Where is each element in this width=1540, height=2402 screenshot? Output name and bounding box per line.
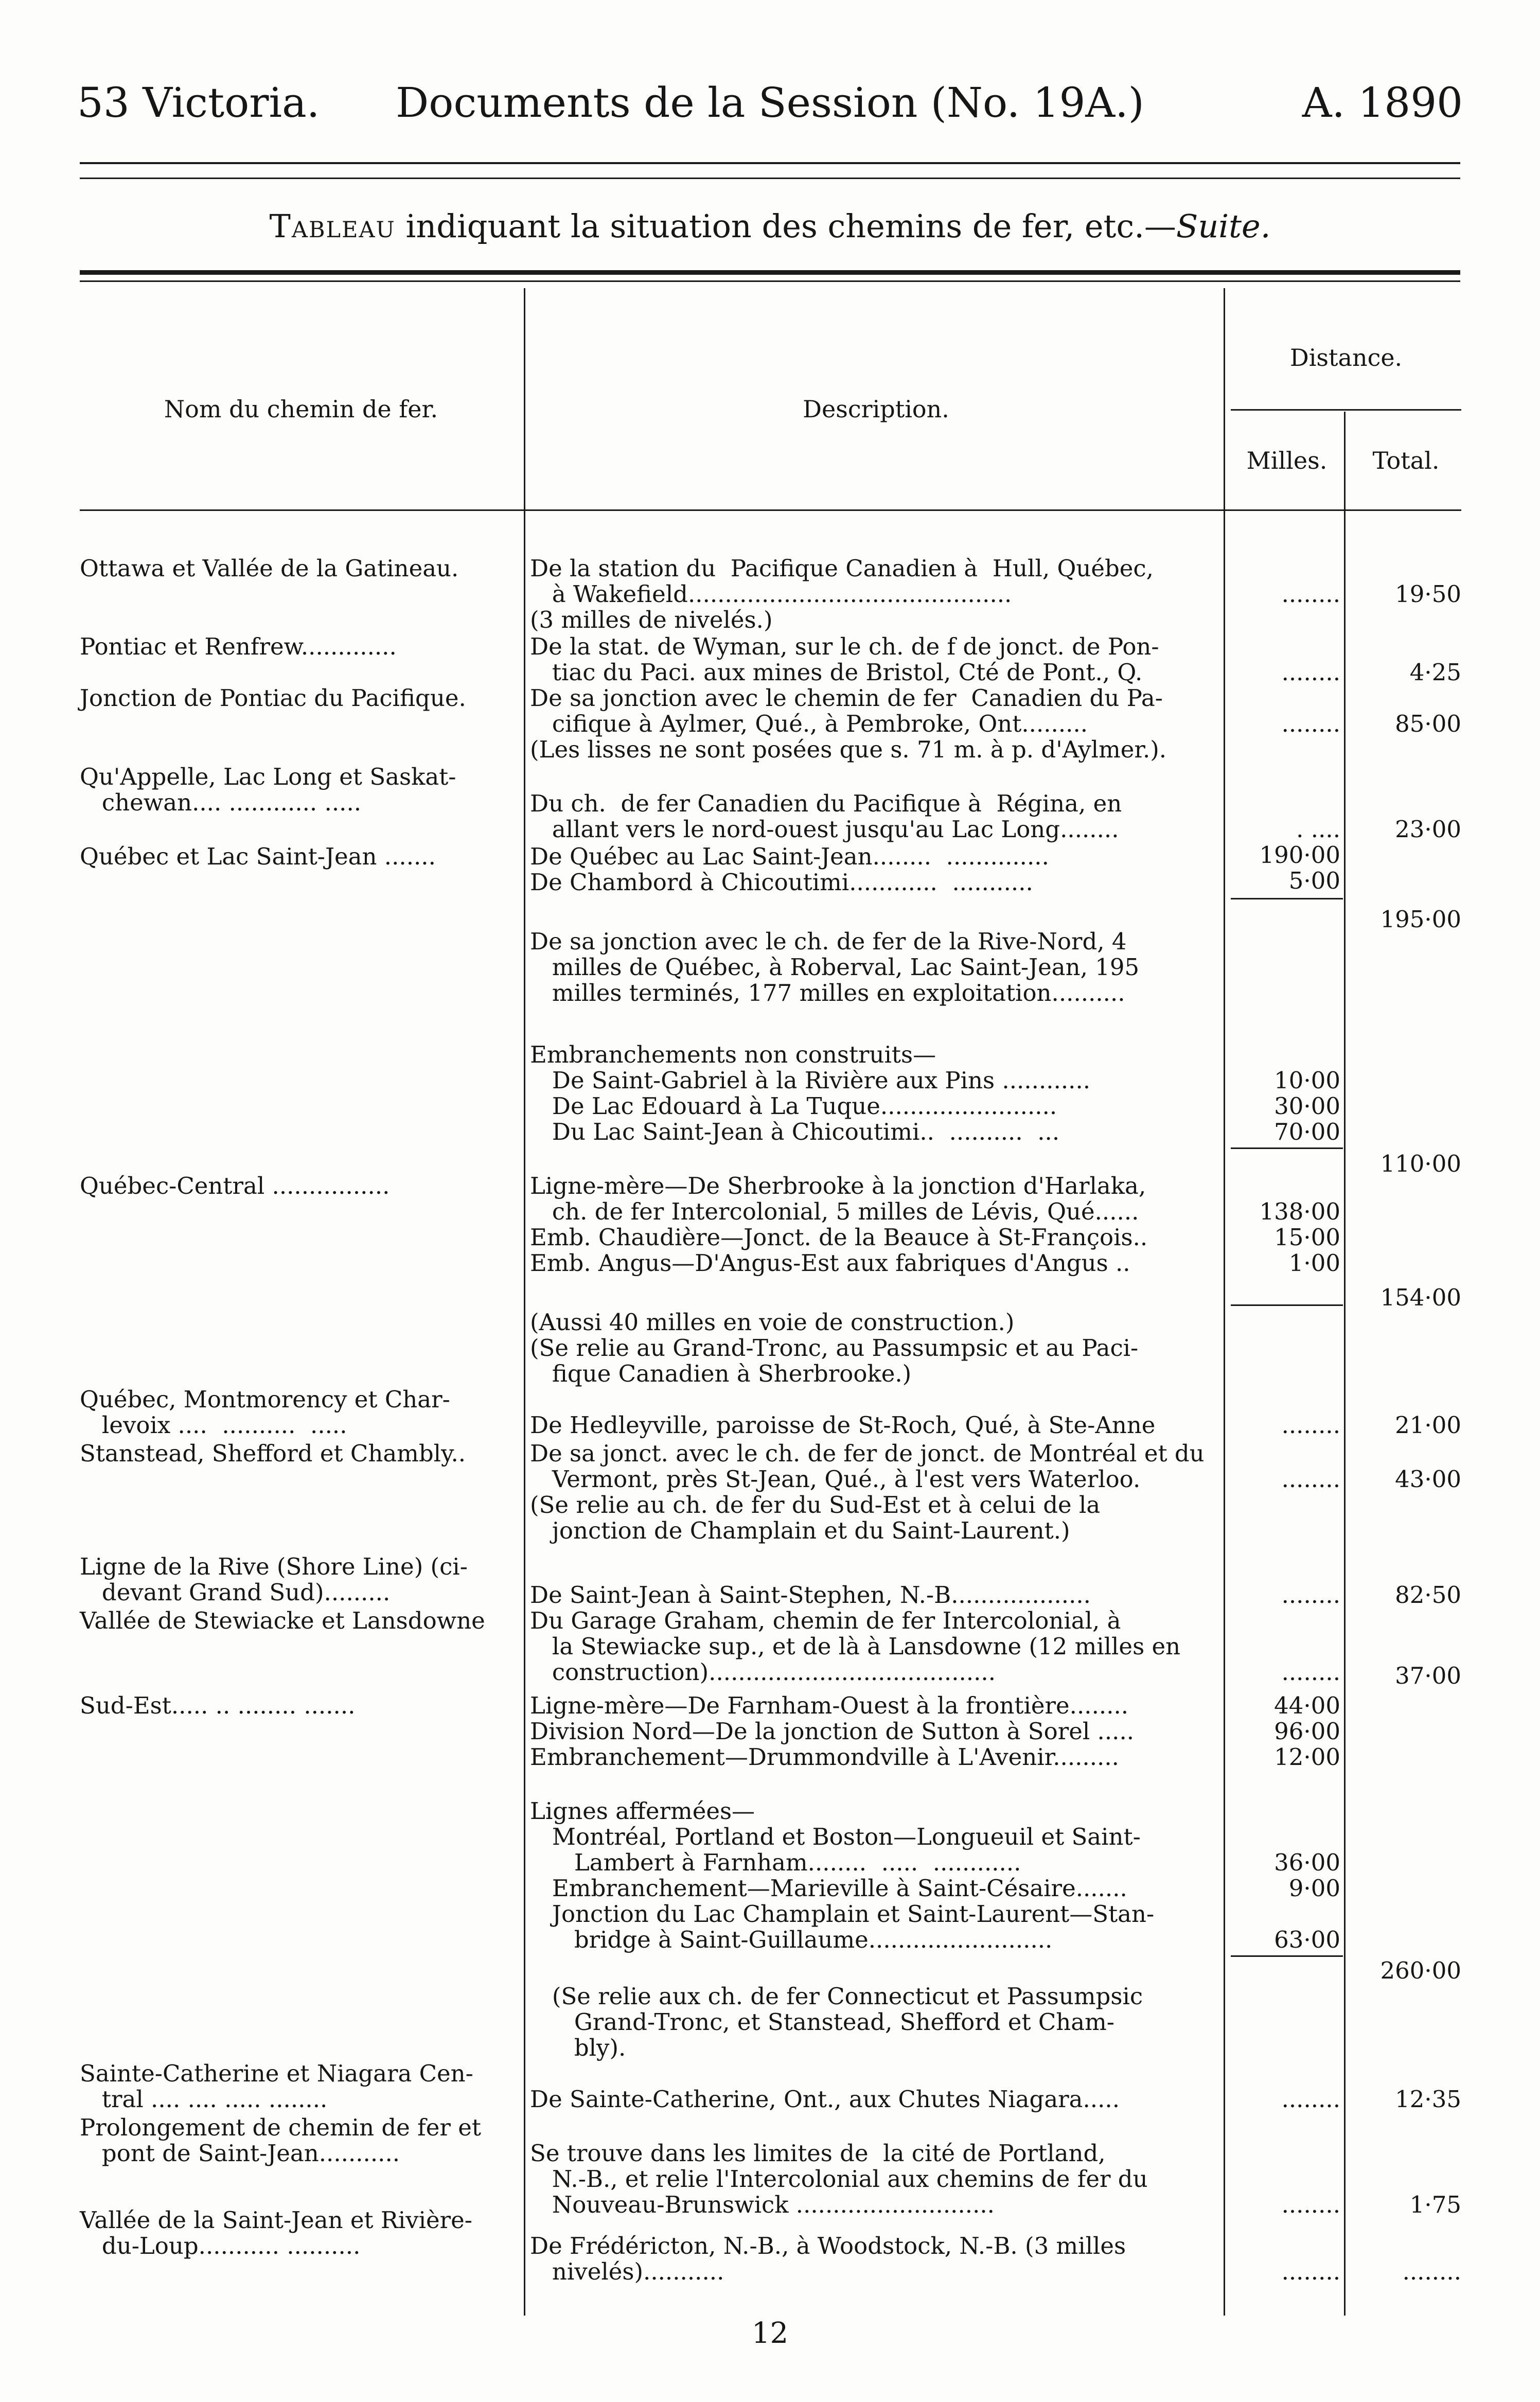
header-session: 53 Victoria. xyxy=(77,79,320,127)
miles-value: ........ xyxy=(1281,710,1340,737)
railway-description: Emb. Chaudière—Jonct. de la Beauce à St-François.. xyxy=(530,1224,1148,1251)
railway-description: Emb. Angus—D'Angus-Est aux fabriques d'Angus .. xyxy=(530,1249,1130,1277)
railway-description: De la station du Pacifique Canadien à Hull, Québec, à Wakefield............................................ xyxy=(530,555,1154,608)
column-divider-name xyxy=(524,288,525,2316)
column-header-description: Description. xyxy=(803,395,949,423)
miles-value: ........ xyxy=(1281,1581,1340,1609)
total-value: 23·00 xyxy=(1395,816,1461,843)
miles-value: 36·00 9·00 63·00 xyxy=(1274,1849,1340,1953)
header-rule-top xyxy=(80,162,1460,164)
miles-subtotal-rule xyxy=(1231,898,1343,899)
railway-name: Ligne de la Rive (Shore Line) (ci- devant Grand Sud)......... xyxy=(80,1553,468,1606)
total-value: 37·00 xyxy=(1395,1662,1461,1689)
total-value: 19·50 xyxy=(1395,580,1461,608)
title-italic: Suite. xyxy=(1176,207,1271,245)
railway-description: (Les lisses ne sont posées que s. 71 m. à p. d'Aylmer.). xyxy=(530,736,1167,763)
railway-description: (Se relie au ch. de fer du Sud-Est et à celui de la jonction de Champlain et du Saint-Laurent.) xyxy=(530,1491,1101,1544)
distance-under-rule xyxy=(1231,409,1461,411)
railway-description: De Québec au Lac Saint-Jean........ .............. xyxy=(530,843,1049,870)
railway-description: De Frédéricton, N.-B., à Woodstock, N.-B. (3 milles nivelés)........... xyxy=(530,2232,1126,2285)
title-rule-thick xyxy=(80,270,1460,275)
railway-name: Québec et Lac Saint-Jean ....... xyxy=(80,843,436,870)
railway-name: Vallée de Stewiacke et Lansdowne xyxy=(80,1607,485,1634)
railway-description: De Hedleyville, paroisse de St-Roch, Qué, à Ste-Anne xyxy=(530,1411,1156,1439)
railway-description: (Se relie au Grand-Tronc, au Passumpsic et au Paci- fique Canadien à Sherbrooke.) xyxy=(530,1334,1139,1387)
total-value: 110·00 xyxy=(1380,1150,1461,1177)
railway-description: De sa jonction avec le chemin de fer Canadien du Pa- cifique à Aylmer, Qué., à Pembroke, Ont......... xyxy=(530,684,1163,737)
railway-name: Prolongement de chemin de fer et pont de Saint-Jean........... xyxy=(80,2114,481,2167)
header-year: A. 1890 xyxy=(1302,79,1463,127)
railway-description: Embranchements non construits— xyxy=(530,1041,936,1068)
header-bottom-rule xyxy=(80,509,1461,511)
railway-name: Ottawa et Vallée de la Gatineau. xyxy=(80,555,459,582)
railway-name: Pontiac et Renfrew............. xyxy=(80,633,397,660)
total-value: 21·00 xyxy=(1395,1411,1461,1439)
table-title xyxy=(0,206,1540,247)
miles-value: ........ xyxy=(1281,2086,1340,2113)
railway-description: De Sainte-Catherine, Ont., aux Chutes Niagara..... xyxy=(530,2086,1120,2113)
miles-subtotal-rule xyxy=(1231,1304,1343,1306)
miles-value: 10·00 30·00 70·00 xyxy=(1274,1067,1340,1145)
miles-value: ........ xyxy=(1281,580,1340,608)
railway-name: Qu'Appelle, Lac Long et Saskat- chewan.... ............ ..... xyxy=(80,763,456,816)
railway-name: Vallée de la Saint-Jean et Rivière- du-Loup........... .......... xyxy=(80,2206,473,2259)
miles-subtotal-rule xyxy=(1231,1955,1343,1957)
column-header-miles: Milles. xyxy=(1246,447,1327,474)
miles-value: . .... 190·00 5·00 xyxy=(1259,816,1340,894)
total-value: 85·00 xyxy=(1395,710,1461,737)
miles-value: ........ xyxy=(1281,2191,1340,2218)
total-value: 12·35 xyxy=(1395,2086,1461,2113)
railway-name: Québec-Central ................ xyxy=(80,1172,390,1199)
railway-description: (Aussi 40 milles en voie de construction.) xyxy=(530,1309,1015,1336)
railway-description: (3 milles de nivelés.) xyxy=(530,606,773,633)
railway-description: De Saint-Gabriel à la Rivière aux Pins ............ De Lac Edouard à La Tuque........................ Du Lac Saint-Jean à Chicoutimi.. .......... ... xyxy=(552,1067,1091,1145)
railway-description: Montréal, Portland et Boston—Longueuil et Saint- Lambert à Farnham........ ..... ............ Embranchement—Marieville à Saint-Césaire....... Jonction du Lac Champlain et Saint-Laurent—Stan- bridge à Saint-Guillaume......................... xyxy=(552,1823,1155,1953)
railway-description: Lignes affermées— xyxy=(530,1797,755,1825)
railway-description: Ligne-mère—De Farnham-Ouest à la frontière........ Division Nord—De la jonction de Sutton à Sorel ..... Embranchement—Drummondville à L'Avenir......... xyxy=(530,1692,1135,1771)
miles-value: ........ xyxy=(1281,1411,1340,1439)
header-rule-bottom xyxy=(80,178,1460,179)
railway-description: De sa jonction avec le ch. de fer de la Rive-Nord, 4 milles de Québec, à Roberval, Lac Saint-Jean, 195 milles terminés, 177 milles en exploitation.......... xyxy=(530,928,1140,1006)
title-lead: Tableau xyxy=(269,207,396,245)
miles-value: ........ xyxy=(1281,1465,1340,1493)
total-value: 4·25 xyxy=(1409,659,1461,686)
header-documents: Documents de la Session (No. 19A.) xyxy=(396,79,1144,127)
column-divider-miles xyxy=(1344,412,1346,2316)
page-number: 12 xyxy=(751,2317,789,2350)
railway-name: Sud-Est..... .. ........ ....... xyxy=(80,1692,356,1719)
miles-value: 44·00 96·00 12·00 xyxy=(1274,1692,1340,1771)
column-header-total: Total. xyxy=(1372,447,1440,474)
miles-value: 138·00 15·00 1·00 xyxy=(1259,1198,1340,1277)
railway-description: De Chambord à Chicoutimi............ ........... xyxy=(530,869,1033,896)
column-header-distance: Distance. xyxy=(1289,344,1403,372)
railway-description: Se trouve dans les limites de la cité de Portland, N.-B., et relie l'Intercolonial aux chemins de fer du Nouveau-Brunswick ........................... xyxy=(530,2140,1148,2218)
railway-description: (Se relie aux ch. de fer Connecticut et Passumpsic Grand-Tronc, et Stanstead, Shefford et Cham- bly). xyxy=(552,1983,1143,2061)
railway-name: Québec, Montmorency et Char- levoix .... .......... ..... xyxy=(80,1386,450,1439)
total-value: 154·00 xyxy=(1380,1284,1461,1311)
railway-name: Sainte-Catherine et Niagara Cen- tral .... .... ..... ........ xyxy=(80,2060,473,2113)
running-header xyxy=(77,72,1463,134)
total-value: 195·00 xyxy=(1380,906,1461,933)
railway-description: Ligne-mère—De Sherbrooke à la jonction d'Harlaka, ch. de fer Intercolonial, 5 milles de Lévis, Qué...... xyxy=(530,1172,1146,1225)
railway-description: Du ch. de fer Canadien du Pacifique à Régina, en allant vers le nord-ouest jusqu'au Lac Long........ xyxy=(530,790,1122,843)
railway-name: Stanstead, Shefford et Chambly.. xyxy=(80,1440,466,1467)
railway-description: De Saint-Jean à Saint-Stephen, N.-B................... xyxy=(530,1581,1091,1609)
miles-subtotal-rule xyxy=(1231,1147,1343,1149)
total-value: 260·00 xyxy=(1380,1957,1461,1984)
miles-value: ........ xyxy=(1281,2258,1340,2285)
title-rest: indiquant la situation des chemins de fer, etc.— xyxy=(395,207,1176,245)
total-value: 1·75 xyxy=(1409,2191,1461,2218)
total-value: 43·00 xyxy=(1395,1465,1461,1493)
railway-description: De la stat. de Wyman, sur le ch. de f de jonct. de Pon- tiac du Paci. aux mines de Bristol, Cté de Pont., Q. xyxy=(530,633,1159,686)
column-header-name: Nom du chemin de fer. xyxy=(164,395,438,423)
railway-name: Jonction de Pontiac du Pacifique. xyxy=(80,684,466,712)
title-rule-thin xyxy=(80,280,1460,282)
total-value: 82·50 xyxy=(1395,1581,1461,1609)
miles-value: ........ xyxy=(1281,1658,1340,1686)
total-value: ........ xyxy=(1402,2258,1461,2285)
railway-description: De sa jonct. avec le ch. de fer de jonct. de Montréal et du Vermont, près St-Jean, Qué., à l'est vers Waterloo. xyxy=(530,1440,1205,1493)
miles-value: ........ xyxy=(1281,659,1340,686)
railway-description: Du Garage Graham, chemin de fer Intercolonial, à la Stewiacke sup., et de là à Lansdowne (12 milles en construction)....................................... xyxy=(530,1607,1181,1686)
